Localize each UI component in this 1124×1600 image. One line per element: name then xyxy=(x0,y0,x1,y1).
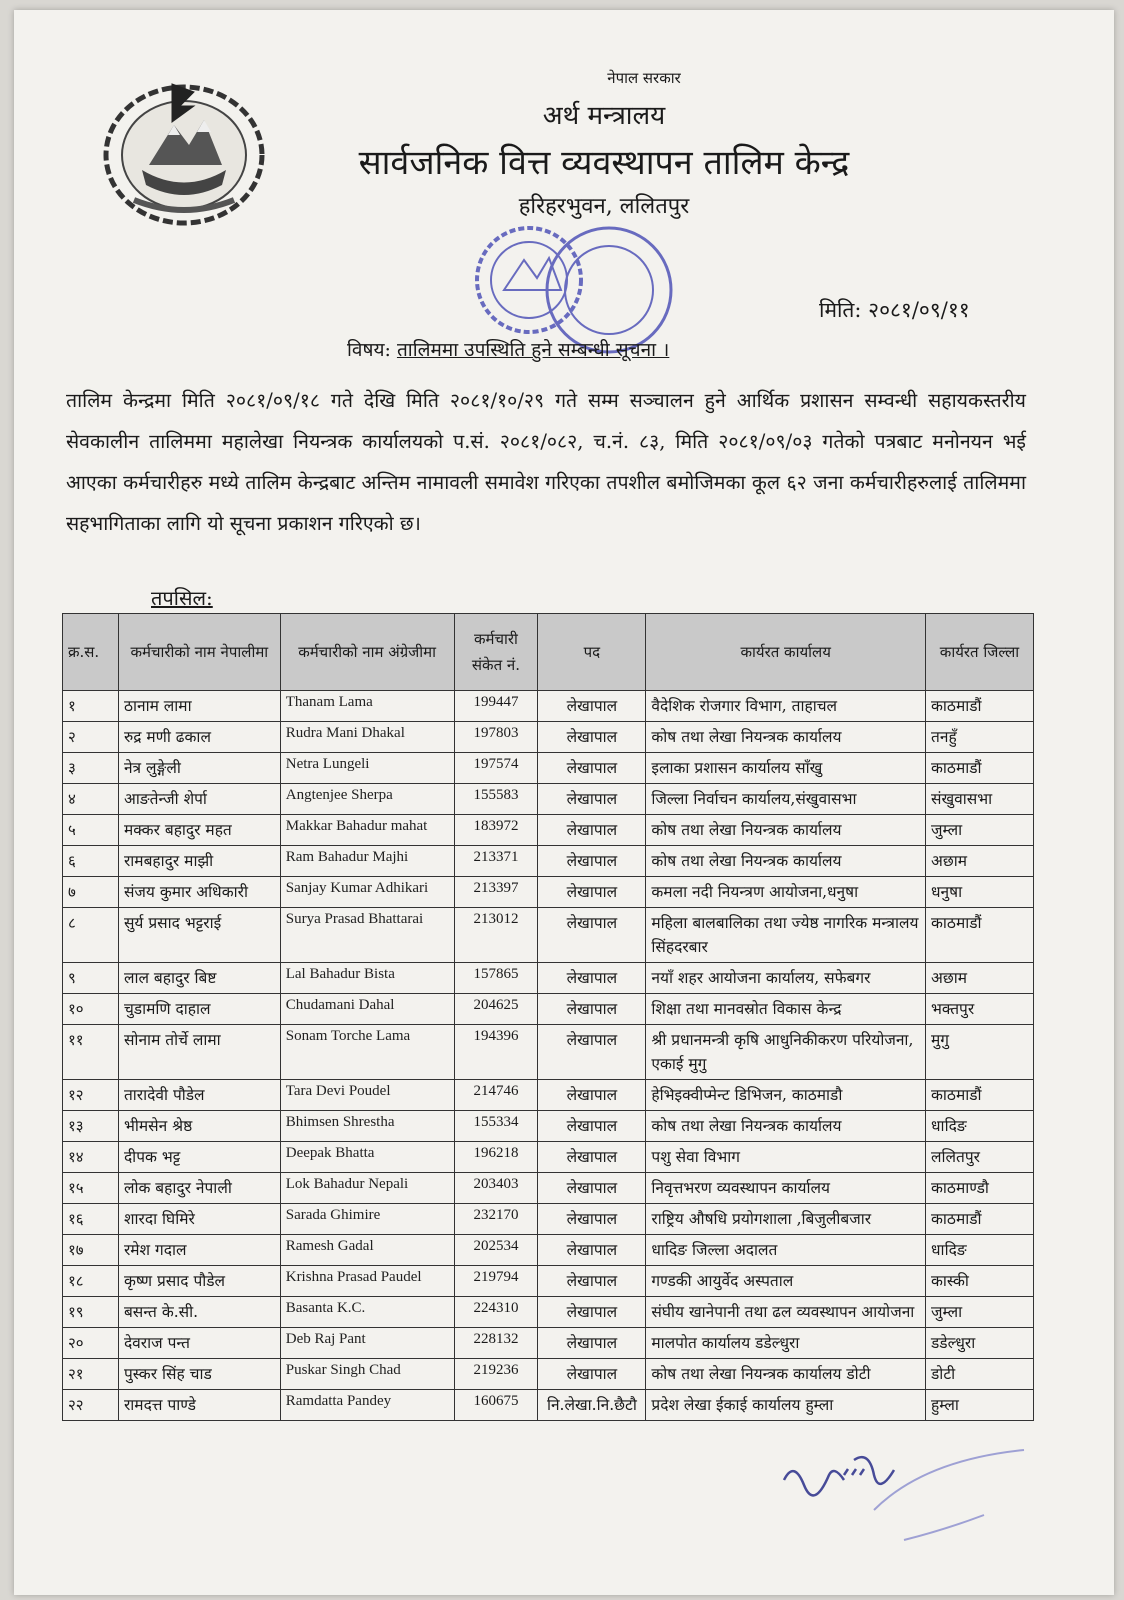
date-label: मिति: xyxy=(819,298,862,322)
cell-district: कास्की xyxy=(926,1266,1034,1297)
cell-employee-code: 213012 xyxy=(454,908,538,963)
cell-name-nepali: लाल बहादुर बिष्ट xyxy=(118,963,280,994)
cell-office: संघीय खानेपानी तथा ढल व्यवस्थापन आयोजना xyxy=(646,1297,926,1328)
table-row xyxy=(63,1359,1034,1390)
cell-employee-code: 197803 xyxy=(454,722,538,753)
cell-district: काठमाडौं xyxy=(926,1080,1034,1111)
cell-name-english: Ramesh Gadal xyxy=(280,1235,454,1266)
cell-name-english: Tara Devi Poudel xyxy=(280,1080,454,1111)
column-header: कर्मचारी संकेत नं. xyxy=(454,614,538,691)
cell-district: धादिङ xyxy=(926,1235,1034,1266)
table-row xyxy=(63,994,1034,1025)
cell-post: लेखापाल xyxy=(538,691,646,722)
column-header: पद xyxy=(538,614,646,691)
cell-district: संखुवासभा xyxy=(926,784,1034,815)
cell-employee-code: 232170 xyxy=(454,1204,538,1235)
cell-name-nepali: लोक बहादुर नेपाली xyxy=(118,1173,280,1204)
cell-district: धनुषा xyxy=(926,877,1034,908)
cell-name-english: Makkar Bahadur mahat xyxy=(280,815,454,846)
table-row xyxy=(63,691,1034,722)
cell-serial: १२ xyxy=(63,1080,119,1111)
cell-serial: २० xyxy=(63,1328,119,1359)
cell-district: डडेल्धुरा xyxy=(926,1328,1034,1359)
cell-district: डोटी xyxy=(926,1359,1034,1390)
cell-serial: १९ xyxy=(63,1297,119,1328)
cell-post: लेखापाल xyxy=(538,846,646,877)
table-row xyxy=(63,784,1034,815)
cell-name-nepali: सोनाम तोर्चे लामा xyxy=(118,1025,280,1080)
column-header: क्र.स. xyxy=(63,614,119,691)
cell-post: लेखापाल xyxy=(538,1142,646,1173)
government-label: नेपाल सरकार xyxy=(607,69,681,87)
cell-post: लेखापाल xyxy=(538,1173,646,1204)
table-header-row xyxy=(63,614,1034,691)
cell-post: लेखापाल xyxy=(538,815,646,846)
table-row xyxy=(63,1080,1034,1111)
cell-district: जुम्ला xyxy=(926,815,1034,846)
cell-employee-code: 213371 xyxy=(454,846,538,877)
cell-name-nepali: शारदा घिमिरे xyxy=(118,1204,280,1235)
cell-serial: १० xyxy=(63,994,119,1025)
cell-name-nepali: ठानाम लामा xyxy=(118,691,280,722)
cell-post: लेखापाल xyxy=(538,1235,646,1266)
cell-serial: ११ xyxy=(63,1025,119,1080)
cell-office: मालपोत कार्यालय डडेल्धुरा xyxy=(646,1328,926,1359)
cell-employee-code: 203403 xyxy=(454,1173,538,1204)
participants-table xyxy=(62,613,1034,1421)
cell-name-nepali: चुडामणि दाहाल xyxy=(118,994,280,1025)
cell-name-english: Krishna Prasad Paudel xyxy=(280,1266,454,1297)
cell-serial: १५ xyxy=(63,1173,119,1204)
cell-employee-code: 155334 xyxy=(454,1111,538,1142)
cell-name-english: Surya Prasad Bhattarai xyxy=(280,908,454,963)
cell-office: कोष तथा लेखा नियन्त्रक कार्यालय xyxy=(646,846,926,877)
cell-name-english: Puskar Singh Chad xyxy=(280,1359,454,1390)
cell-name-english: Sarada Ghimire xyxy=(280,1204,454,1235)
cell-name-nepali: सुर्य प्रसाद भट्टराई xyxy=(118,908,280,963)
training-center-name: सार्वजनिक वित्त व्यवस्थापन तालिम केन्द्र xyxy=(358,143,850,183)
cell-post: लेखापाल xyxy=(538,1266,646,1297)
cell-serial: २२ xyxy=(63,1390,119,1421)
cell-serial: १ xyxy=(63,691,119,722)
table-row xyxy=(63,1204,1034,1235)
cell-employee-code: 196218 xyxy=(454,1142,538,1173)
cell-serial: ९ xyxy=(63,963,119,994)
cell-name-english: Deb Raj Pant xyxy=(280,1328,454,1359)
address: हरिहरभुवन, ललितपुर xyxy=(518,194,690,219)
table-row xyxy=(63,722,1034,753)
cell-name-nepali: भीमसेन श्रेष्ठ xyxy=(118,1111,280,1142)
cell-district: काठमाडौं xyxy=(926,908,1034,963)
date-value: २०८१/०९/११ xyxy=(868,298,970,322)
cell-name-english: Sonam Torche Lama xyxy=(280,1025,454,1080)
subject-line xyxy=(347,336,669,362)
cell-office: शिक्षा तथा मानवस्रोत विकास केन्द्र xyxy=(646,994,926,1025)
notice-body: तालिम केन्द्रमा मिति २०८१/०९/१८ गते देखि मिति २०८१/१०/२९ गते सम्म सञ्चालन हुने आर्थिक प्रशासन सम्वन्धी सहायकस्तरीय सेवकालीन तालिममा महालेखा नियन्त्रक कार्यालयको प.सं. २०८१/०८२, च.नं. ८३, मिति २०८१/०९/०३ गतेको पत्रबाट मनोनयन भई आएका कर्मचारीहरु मध्ये तालिम केन्द्रबाट अन्तिम नामावली समावेश गरिएका तपशील बमोजिमका कूल ६२ जना कर्मचारीहरुलाई तालिममा सहभागिताका लागि यो सूचना प्रकाशन गरिएको छ। xyxy=(66,389,1026,535)
table-row xyxy=(63,1142,1034,1173)
cell-district: धादिङ xyxy=(926,1111,1034,1142)
cell-name-english: Thanam Lama xyxy=(280,691,454,722)
cell-name-nepali: रामबहादुर माझी xyxy=(118,846,280,877)
table-row xyxy=(63,1025,1034,1080)
table-row xyxy=(63,1390,1034,1421)
cell-employee-code: 219794 xyxy=(454,1266,538,1297)
cell-serial: २१ xyxy=(63,1359,119,1390)
cell-employee-code: 228132 xyxy=(454,1328,538,1359)
table-row xyxy=(63,1111,1034,1142)
cell-post: लेखापाल xyxy=(538,784,646,815)
cell-name-english: Sanjay Kumar Adhikari xyxy=(280,877,454,908)
cell-serial: ३ xyxy=(63,753,119,784)
cell-name-nepali: आङतेन्जी शेर्पा xyxy=(118,784,280,815)
cell-district: अछाम xyxy=(926,846,1034,877)
cell-serial: ५ xyxy=(63,815,119,846)
cell-district: मुगु xyxy=(926,1025,1034,1080)
cell-name-nepali: दीपक भट्ट xyxy=(118,1142,280,1173)
cell-employee-code: 199447 xyxy=(454,691,538,722)
cell-serial: ७ xyxy=(63,877,119,908)
table-row xyxy=(63,908,1034,963)
column-header: कार्यरत जिल्ला xyxy=(926,614,1034,691)
cell-name-nepali: रुद्र मणी ढकाल xyxy=(118,722,280,753)
cell-office: जिल्ला निर्वाचन कार्यालय,संखुवासभा xyxy=(646,784,926,815)
table-row xyxy=(63,963,1034,994)
cell-office: नयाँ शहर आयोजना कार्यालय, सफेबगर xyxy=(646,963,926,994)
cell-serial: १३ xyxy=(63,1111,119,1142)
cell-office: हेभिइक्वीप्मेन्ट डिभिजन, काठमाडौ xyxy=(646,1080,926,1111)
cell-name-nepali: कृष्ण प्रसाद पौडेल xyxy=(118,1266,280,1297)
column-header: कर्मचारीको नाम नेपालीमा xyxy=(118,614,280,691)
cell-name-english: Lok Bahadur Nepali xyxy=(280,1173,454,1204)
cell-serial: १४ xyxy=(63,1142,119,1173)
cell-post: लेखापाल xyxy=(538,1111,646,1142)
cell-employee-code: 219236 xyxy=(454,1359,538,1390)
signature-icon xyxy=(774,1420,1034,1590)
ministry-name: अर्थ मन्त्रालय xyxy=(542,101,666,131)
cell-name-english: Bhimsen Shrestha xyxy=(280,1111,454,1142)
table-row xyxy=(63,846,1034,877)
cell-office: निवृत्तभरण व्यवस्थापन कार्यालय xyxy=(646,1173,926,1204)
cell-office: कमला नदी नियन्त्रण आयोजना,धनुषा xyxy=(646,877,926,908)
cell-employee-code: 160675 xyxy=(454,1390,538,1421)
cell-employee-code: 155583 xyxy=(454,784,538,815)
cell-office: कोष तथा लेखा नियन्त्रक कार्यालय डोटी xyxy=(646,1359,926,1390)
cell-employee-code: 214746 xyxy=(454,1080,538,1111)
cell-serial: २ xyxy=(63,722,119,753)
cell-post: लेखापाल xyxy=(538,1025,646,1080)
subject-text: तालिममा उपस्थिति हुने सम्बन्धी सूचना । xyxy=(396,339,670,361)
cell-district: काठमाडौं xyxy=(926,753,1034,784)
cell-name-nepali: नेत्र लुङ्गेली xyxy=(118,753,280,784)
cell-name-english: Rudra Mani Dhakal xyxy=(280,722,454,753)
cell-serial: १६ xyxy=(63,1204,119,1235)
column-header: कर्मचारीको नाम अंग्रेजीमा xyxy=(280,614,454,691)
cell-post: लेखापाल xyxy=(538,1359,646,1390)
cell-name-english: Ram Bahadur Majhi xyxy=(280,846,454,877)
cell-name-english: Lal Bahadur Bista xyxy=(280,963,454,994)
cell-district: काठमाण्डौ xyxy=(926,1173,1034,1204)
cell-district: हुम्ला xyxy=(926,1390,1034,1421)
cell-district: तनहुँ xyxy=(926,722,1034,753)
cell-district: काठमाडौं xyxy=(926,691,1034,722)
cell-post: लेखापाल xyxy=(538,908,646,963)
cell-office: पशु सेवा विभाग xyxy=(646,1142,926,1173)
cell-office: वैदेशिक रोजगार विभाग, ताहाचल xyxy=(646,691,926,722)
table-body xyxy=(63,691,1034,1421)
cell-employee-code: 157865 xyxy=(454,963,538,994)
cell-name-nepali: मक्कर बहादुर महत xyxy=(118,815,280,846)
cell-post: लेखापाल xyxy=(538,877,646,908)
cell-name-nepali: तारादेवी पौडेल xyxy=(118,1080,280,1111)
cell-name-nepali: रामदत्त पाण्डे xyxy=(118,1390,280,1421)
cell-name-english: Basanta K.C. xyxy=(280,1297,454,1328)
cell-office: गण्डकी आयुर्वेद अस्पताल xyxy=(646,1266,926,1297)
cell-serial: १७ xyxy=(63,1235,119,1266)
cell-post: नि.लेखा.नि.छैटौ xyxy=(538,1390,646,1421)
cell-office: धादिङ जिल्ला अदालत xyxy=(646,1235,926,1266)
cell-office: कोष तथा लेखा नियन्त्रक कार्यालय xyxy=(646,722,926,753)
cell-serial: ८ xyxy=(63,908,119,963)
cell-employee-code: 183972 xyxy=(454,815,538,846)
cell-employee-code: 202534 xyxy=(454,1235,538,1266)
cell-employee-code: 213397 xyxy=(454,877,538,908)
table-row xyxy=(63,1235,1034,1266)
cell-office: राष्ट्रिय औषधि प्रयोगशाला ,बिजुलीबजार xyxy=(646,1204,926,1235)
schedule-label: तपसिल: xyxy=(151,586,213,610)
cell-serial: १८ xyxy=(63,1266,119,1297)
cell-name-nepali: संजय कुमार अधिकारी xyxy=(118,877,280,908)
cell-name-nepali: पुस्कर सिंह चाड xyxy=(118,1359,280,1390)
cell-name-english: Ramdatta Pandey xyxy=(280,1390,454,1421)
cell-name-english: Angtenjee Sherpa xyxy=(280,784,454,815)
cell-name-english: Chudamani Dahal xyxy=(280,994,454,1025)
cell-district: भक्तपुर xyxy=(926,994,1034,1025)
cell-name-nepali: बसन्त के.सी. xyxy=(118,1297,280,1328)
cell-office: श्री प्रधानमन्त्री कृषि आधुनिकीकरण परियोजना, एकाई मुगु xyxy=(646,1025,926,1080)
cell-office: प्रदेश लेखा ईकाई कार्यालय हुम्ला xyxy=(646,1390,926,1421)
document-page xyxy=(14,10,1114,1595)
cell-district: ललितपुर xyxy=(926,1142,1034,1173)
table-row xyxy=(63,877,1034,908)
notice-date xyxy=(819,296,970,324)
cell-post: लेखापाल xyxy=(538,1328,646,1359)
cell-office: महिला बालबालिका तथा ज्येष्ठ नागरिक मन्त्रालय सिंहदरबार xyxy=(646,908,926,963)
cell-name-english: Netra Lungeli xyxy=(280,753,454,784)
table-row xyxy=(63,1297,1034,1328)
table-row xyxy=(63,1266,1034,1297)
cell-employee-code: 194396 xyxy=(454,1025,538,1080)
cell-office: कोष तथा लेखा नियन्त्रक कार्यालय xyxy=(646,1111,926,1142)
cell-name-nepali: देवराज पन्त xyxy=(118,1328,280,1359)
cell-district: जुम्ला xyxy=(926,1297,1034,1328)
column-header: कार्यरत कार्यालय xyxy=(646,614,926,691)
table-row xyxy=(63,815,1034,846)
cell-employee-code: 224310 xyxy=(454,1297,538,1328)
cell-post: लेखापाल xyxy=(538,994,646,1025)
cell-post: लेखापाल xyxy=(538,1297,646,1328)
cell-district: अछाम xyxy=(926,963,1034,994)
cell-post: लेखापाल xyxy=(538,722,646,753)
cell-post: लेखापाल xyxy=(538,963,646,994)
cell-serial: ६ xyxy=(63,846,119,877)
subject-label: विषय: xyxy=(347,339,391,361)
cell-name-nepali: रमेश गदाल xyxy=(118,1235,280,1266)
cell-district: काठमाडौं xyxy=(926,1204,1034,1235)
table-row xyxy=(63,753,1034,784)
cell-office: कोष तथा लेखा नियन्त्रक कार्यालय xyxy=(646,815,926,846)
cell-serial: ४ xyxy=(63,784,119,815)
cell-employee-code: 204625 xyxy=(454,994,538,1025)
table-row xyxy=(63,1328,1034,1359)
cell-post: लेखापाल xyxy=(538,1080,646,1111)
cell-post: लेखापाल xyxy=(538,753,646,784)
cell-post: लेखापाल xyxy=(538,1204,646,1235)
cell-employee-code: 197574 xyxy=(454,753,538,784)
cell-office: इलाका प्रशासन कार्यालय साँखु xyxy=(646,753,926,784)
cell-name-english: Deepak Bhatta xyxy=(280,1142,454,1173)
table-row xyxy=(63,1173,1034,1204)
